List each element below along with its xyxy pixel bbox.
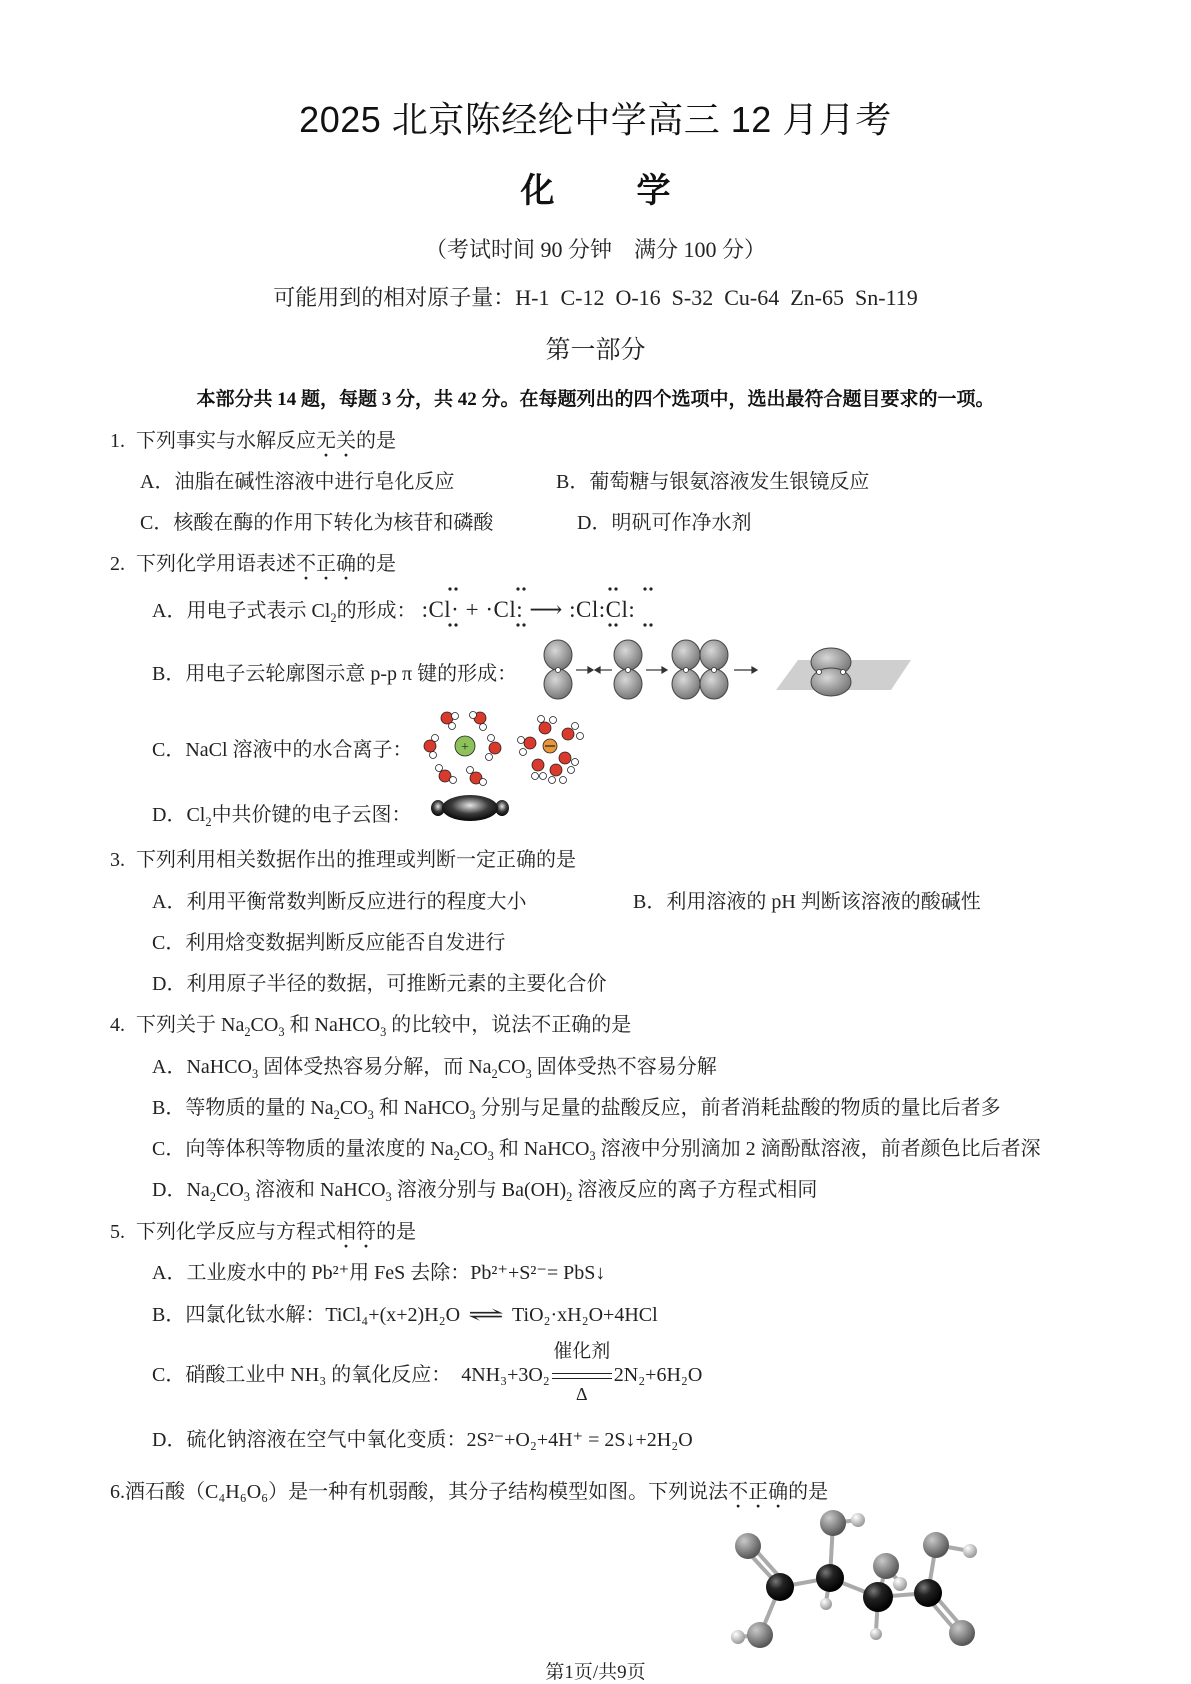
option-text: Cl: [186, 804, 206, 826]
instructions: 本部分共 14 题，每题 3 分，共 42 分。在每题列出的四个选项中，选出最符合题目要求的一项。: [196, 389, 995, 410]
subscript: 2: [209, 1190, 216, 1204]
question-number: 4.: [110, 1014, 125, 1036]
option-label: B．: [556, 471, 590, 493]
option-label: A．: [140, 471, 175, 493]
question-number: 1.: [110, 430, 125, 452]
equation-right: TiO₂·xH₂O+4HCl: [512, 1304, 658, 1326]
question-number: 6.: [110, 1481, 125, 1503]
subscript: 3: [525, 1067, 532, 1081]
equation: Pb²⁺+S²⁻= PbS↓: [470, 1262, 606, 1284]
subscript: 2: [333, 1108, 340, 1122]
option-text: 等物质的量的 Na: [185, 1097, 334, 1119]
equation-left: 4NH₃+3O₂: [461, 1364, 550, 1386]
option-text: 四氯化钛水解：: [185, 1304, 326, 1326]
option-text: 溶液反应的离子方程式相同: [572, 1179, 818, 1201]
hydrated-ions-figure: [425, 710, 595, 790]
equation-right: 2N₂+6H₂O: [613, 1364, 703, 1386]
emphasis-char: 确: [768, 1481, 789, 1503]
q4-option-a[interactable]: [152, 1050, 717, 1079]
stem-text: 和 NaHCO: [284, 1014, 381, 1036]
option-label: A．: [152, 600, 187, 622]
emphasis-char: 相: [336, 1221, 356, 1243]
option-text: 明矾可作净水剂: [611, 512, 752, 534]
q2-option-d[interactable]: [152, 798, 412, 827]
option-label: C．: [152, 739, 186, 761]
subscript: 3: [385, 1190, 392, 1204]
option-text: NaHCO: [186, 1056, 252, 1078]
emphasis-char: 不: [296, 553, 316, 575]
q2-option-b[interactable]: [152, 657, 517, 686]
stem-text: 酒石酸（C₄H₆O₆）是一种有机弱酸，其分子结构模型如图。下列说法: [125, 1481, 729, 1503]
stem-text: 下列关于 Na: [136, 1014, 245, 1036]
subscript: 3: [589, 1149, 596, 1163]
question-5: [110, 1215, 416, 1244]
emphasis-char: 关: [336, 430, 356, 452]
question-3: [110, 843, 576, 872]
option-label: D．: [152, 804, 187, 826]
q3-option-d[interactable]: [152, 967, 606, 996]
subscript: 2: [566, 1190, 573, 1204]
cl-atom-dot: ·Cl:: [485, 597, 524, 622]
option-label: C．: [140, 512, 174, 534]
option-label: B．: [633, 891, 667, 913]
svg-text:+: +: [461, 740, 469, 755]
option-text: 用电子云轮廓图示意 p-p π 键的形成：: [185, 663, 518, 685]
q5-option-a[interactable]: [152, 1256, 605, 1285]
p-orbital-overlap-figure: [536, 640, 906, 700]
subscript: 2: [205, 815, 212, 829]
option-text: 利用焓变数据判断反应能否自发进行: [185, 932, 506, 954]
option-text: NaCl 溶液中的水合离子：: [185, 739, 413, 761]
stem-text: 下列化学用语表述: [136, 553, 296, 575]
option-label: A．: [152, 1262, 187, 1284]
option-text: 溶液分别与 Ba(OH): [391, 1179, 567, 1201]
question-stem: [136, 1014, 632, 1039]
subscript: 2: [491, 1067, 498, 1081]
subscript: 3: [278, 1025, 285, 1039]
option-text: 用电子式表示 Cl: [186, 600, 331, 622]
stem-text: 下列化学反应与方程式: [136, 1221, 336, 1243]
equation: 2S²⁻+O₂+4H⁺ = 2S↓+2H₂O: [466, 1429, 693, 1451]
equation-left: TiCl₄+(x+2)H₂O: [325, 1304, 461, 1326]
catalyst-label: 催化剂: [553, 1341, 611, 1363]
option-text: CO: [215, 1179, 244, 1201]
q5-option-c[interactable]: [152, 1341, 703, 1405]
subscript: 2: [453, 1149, 460, 1163]
option-text: 中共价键的电子云图：: [211, 804, 412, 826]
option-text: CO: [459, 1138, 488, 1160]
plus-sign: +: [465, 597, 480, 622]
option-label: D．: [152, 1179, 187, 1201]
option-text: 核酸在酶的作用下转化为核苷和磷酸: [173, 512, 494, 534]
emphasis-char: 无: [316, 430, 336, 452]
question-stem: [136, 1221, 416, 1243]
emphasis-char: 正: [748, 1481, 769, 1503]
page-indicator: 第1页/共9页: [545, 1662, 646, 1683]
option-text: 葡萄糖与银氨溶液发生银镜反应: [589, 471, 870, 493]
option-text: CO: [497, 1056, 526, 1078]
option-text: 分别与足量的盐酸反应，前者消耗盐酸的物质的量比后者多: [475, 1097, 1001, 1119]
atomic-masses-values: H-1 C-12 O-16 S-32 Cu-64 Zn-65 Sn-119: [515, 285, 918, 310]
q4-option-c[interactable]: [152, 1132, 1041, 1161]
option-text: 利用平衡常数判断反应进行的程度大小: [186, 891, 527, 913]
question-4: [110, 1008, 631, 1037]
stem-text: 下列事实与水解反应: [136, 430, 316, 452]
stem-text: 的是: [788, 1481, 829, 1503]
exam-info: （考试时间 90 分钟 满分 100 分）: [424, 237, 766, 262]
option-text: 和 NaHCO: [493, 1138, 590, 1160]
heat-symbol: Δ: [575, 1384, 588, 1405]
option-label: D．: [152, 973, 187, 995]
q5-option-d[interactable]: [152, 1423, 693, 1452]
double-line-icon: [552, 1373, 612, 1379]
option-text: CO: [339, 1097, 368, 1119]
subject-char-2: 学: [636, 171, 671, 211]
cl2-molecule-dot: :Cl:Cl:: [569, 597, 636, 622]
option-text: 溶液中分别滴加 2 滴酚酞溶液，前者颜色比后者深: [595, 1138, 1041, 1160]
q4-option-b[interactable]: [152, 1091, 1001, 1120]
stem-text: 的是: [356, 553, 396, 575]
stem-text: 的比较中，说法不正确的是: [386, 1014, 632, 1036]
subscript: 3: [367, 1108, 374, 1122]
stem-text: 的是: [356, 430, 396, 452]
option-text: 硫化钠溶液在空气中氧化变质：: [186, 1429, 467, 1451]
option-label: D．: [577, 512, 612, 534]
cl-atom-dot: :Cl·: [421, 597, 460, 622]
subscript: 3: [469, 1108, 476, 1122]
subscript: 3: [380, 1025, 387, 1039]
subject-char-1: 化: [520, 171, 555, 211]
q2-option-c[interactable]: [152, 733, 413, 762]
option-text: 向等体积等物质的量浓度的 Na: [185, 1138, 454, 1160]
option-text: 利用溶液的 pH 判断该溶液的酸碱性: [666, 891, 981, 913]
option-text: 工业废水中的 Pb²⁺用 FeS 去除：: [186, 1262, 471, 1284]
reversible-arrow-icon: ⇌: [467, 1304, 505, 1326]
option-label: A．: [152, 891, 187, 913]
option-text: 利用原子半径的数据，可推断元素的主要化合价: [186, 973, 607, 995]
question-number: 3.: [110, 849, 125, 871]
option-label: B．: [152, 1097, 186, 1119]
question-number: 5.: [110, 1221, 125, 1243]
option-text: 硝酸工业中 NH₃ 的氧化反应：: [185, 1364, 452, 1386]
exam-title: 2025 北京陈经纶中学高三 12 月月考: [299, 99, 892, 140]
q3-option-b[interactable]: [633, 885, 981, 914]
option-label: C．: [152, 1364, 186, 1386]
subscript: 3: [252, 1067, 259, 1081]
option-label: D．: [152, 1429, 187, 1451]
option-label: C．: [152, 1138, 186, 1160]
option-text: 固体受热不容易分解: [531, 1056, 717, 1078]
emphasis-char: 不: [728, 1481, 749, 1503]
stem-text: 的是: [376, 1221, 416, 1243]
q5-option-b[interactable]: [152, 1298, 658, 1327]
subscript: 3: [487, 1149, 494, 1163]
tartaric-acid-molecule-model: [728, 1500, 998, 1650]
emphasis-char: 符: [356, 1221, 376, 1243]
option-text: 的形成：: [336, 600, 417, 622]
stem-text: CO: [250, 1014, 279, 1036]
question-stem: [125, 1481, 828, 1503]
option-text: Na: [186, 1179, 210, 1201]
option-text: 溶液和 NaHCO: [249, 1179, 386, 1201]
q4-option-d[interactable]: [152, 1173, 817, 1202]
question-number: 2.: [110, 553, 125, 575]
q3-option-c[interactable]: [152, 926, 505, 955]
part-title: 第一部分: [545, 337, 646, 364]
option-text: 固体受热容易分解，而 Na: [258, 1056, 492, 1078]
subscript: 2: [330, 611, 337, 625]
subscript: 3: [243, 1190, 250, 1204]
option-text: 和 NaHCO: [373, 1097, 470, 1119]
q3-option-a[interactable]: [152, 885, 526, 914]
arrow-icon: ⟶: [529, 597, 563, 622]
option-label: B．: [152, 1304, 186, 1326]
option-label: B．: [152, 663, 186, 685]
subscript: 2: [244, 1025, 251, 1039]
question-6: [110, 1475, 828, 1504]
emphasis-char: 正: [316, 553, 336, 575]
electron-cloud-figure: [430, 793, 510, 823]
emphasis-char: 确: [336, 553, 356, 575]
atomic-masses-label: 可能用到的相对原子量：: [273, 285, 516, 310]
option-label: A．: [152, 1056, 187, 1078]
reaction-condition: [550, 1341, 614, 1405]
option-label: C．: [152, 932, 186, 954]
option-text: 油脂在碱性溶液中进行皂化反应: [174, 471, 455, 493]
question-stem: 下列利用相关数据作出的推理或判断一定正确的是: [136, 849, 576, 871]
